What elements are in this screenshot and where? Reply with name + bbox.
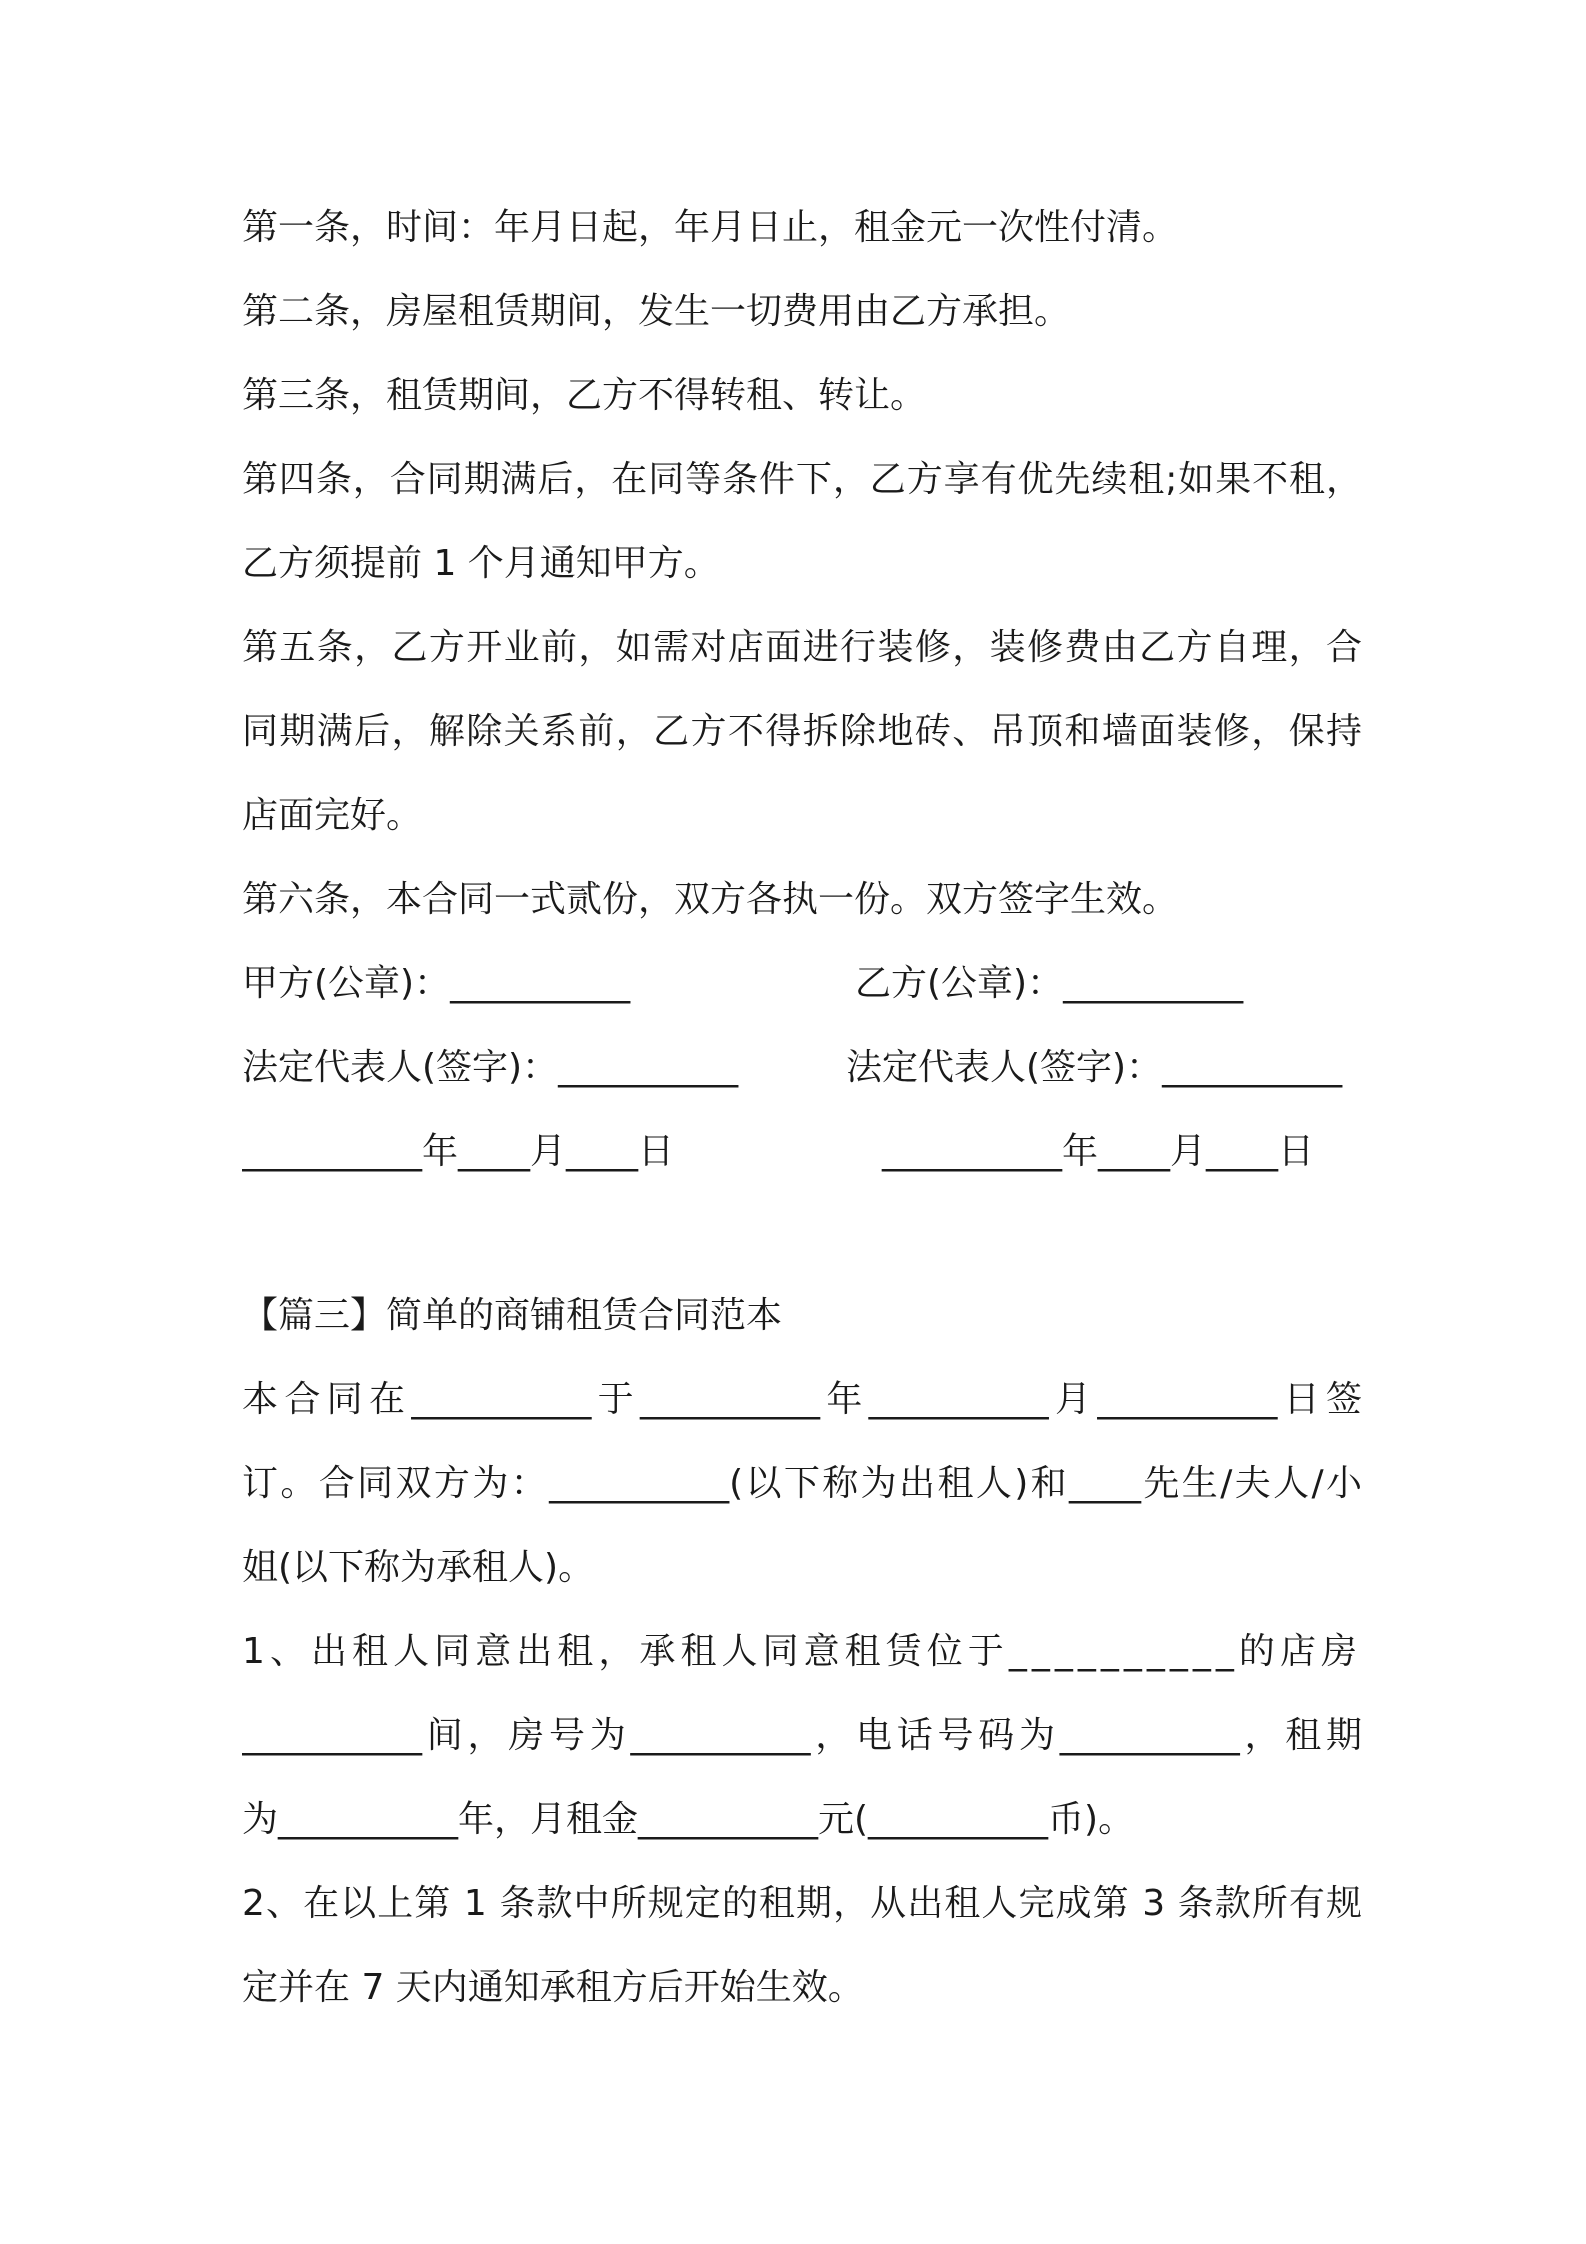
date-b: __________年____月____日 bbox=[882, 1131, 1314, 1172]
clause-6: 第六条，本合同一式贰份，双方各执一份。双方签字生效。 bbox=[242, 879, 1179, 920]
clause-5-line-2: 同期满后，解除关系前，乙方不得拆除地砖、吊顶和墙面装修，保持 bbox=[242, 711, 1362, 752]
item-1-line-1: 1、出租人同意出租，承租人同意租赁位于__________的店房 bbox=[242, 1631, 1362, 1672]
clause-3: 第三条，租赁期间，乙方不得转租、转让。 bbox=[242, 375, 927, 416]
rep-b-signature: 法定代表人(签字)：__________ bbox=[846, 1047, 1343, 1088]
clause-5-line-3: 店面完好。 bbox=[242, 795, 423, 836]
party-b-seal: 乙方(公章)：__________ bbox=[855, 963, 1244, 1004]
rep-a-signature: 法定代表人(签字)：__________ bbox=[242, 1047, 739, 1088]
clause-2: 第二条，房屋租赁期间，发生一切费用由乙方承担。 bbox=[242, 291, 1071, 332]
party-a-seal: 甲方(公章)：__________ bbox=[242, 963, 631, 1004]
intro-line-3: 姐(以下称为承租人)。 bbox=[242, 1547, 595, 1588]
item-1-line-3: 为__________年，月租金__________元(__________币)。 bbox=[242, 1799, 1135, 1840]
clause-4-line-1: 第四条，合同期满后，在同等条件下，乙方享有优先续租;如果不租， bbox=[242, 459, 1362, 500]
item-2-line-2: 定并在 7 天内通知承租方后开始生效。 bbox=[242, 1967, 864, 2008]
item-1-line-2: __________间，房号为__________，电话号码为__________，租期 bbox=[242, 1715, 1362, 1756]
intro-line-2: 订。合同双方为：__________(以下称为出租人)和____先生/夫人/小 bbox=[242, 1463, 1362, 1504]
section-heading: 【篇三】简单的商铺租赁合同范本 bbox=[242, 1295, 783, 1336]
clause-4-line-2: 乙方须提前 1 个月通知甲方。 bbox=[242, 543, 720, 584]
clause-1: 第一条，时间：年月日起，年月日止，租金元一次性付清。 bbox=[242, 207, 1179, 248]
intro-line-1: 本合同在__________于__________年__________月__________日签 bbox=[242, 1379, 1362, 1420]
item-2-line-1: 2、在以上第 1 条款中所规定的租期，从出租人完成第 3 条款所有规 bbox=[242, 1883, 1362, 1924]
date-a: __________年____月____日 bbox=[242, 1131, 674, 1172]
clause-5-line-1: 第五条，乙方开业前，如需对店面进行装修，装修费由乙方自理，合 bbox=[242, 627, 1362, 668]
